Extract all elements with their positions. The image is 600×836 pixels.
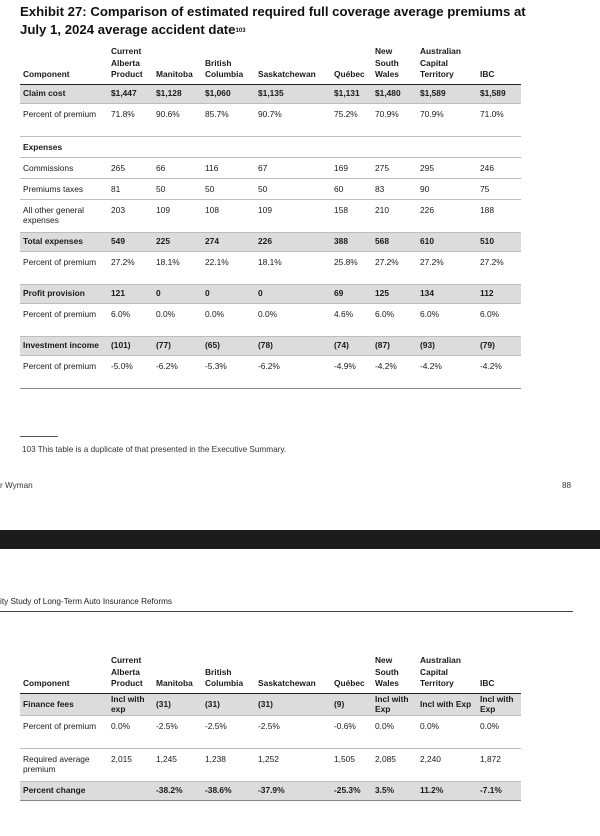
- table-cell: 50: [153, 178, 202, 199]
- table-cell: $1,131: [331, 84, 372, 103]
- table-cell: 75: [477, 178, 521, 199]
- column-header: [372, 46, 417, 84]
- row-label: Commissions: [20, 157, 108, 178]
- table-cell: 568: [372, 232, 417, 251]
- table-cell: 225: [153, 232, 202, 251]
- row-label: Total expenses: [20, 232, 108, 251]
- row-label: Percent change: [20, 781, 108, 800]
- table-cell: 246: [477, 157, 521, 178]
- page-number: 88: [562, 481, 572, 490]
- table-cell: 18.1%: [255, 251, 331, 284]
- row-label: Finance fees: [20, 693, 108, 715]
- column-header: [202, 655, 255, 693]
- table-cell: 0.0%: [153, 303, 202, 336]
- row-label: Percent of premium: [20, 251, 108, 284]
- table-row: [20, 251, 521, 284]
- title-line-2: July 1, 2024 average accident date: [20, 22, 236, 37]
- table-cell: -2.5%: [255, 715, 331, 748]
- column-header-line: Manitoba: [156, 69, 193, 79]
- exhibit-title: [20, 3, 580, 39]
- column-header: [153, 655, 202, 693]
- table-cell: (31): [153, 693, 202, 715]
- table-cell: 0: [202, 284, 255, 303]
- table-row: [20, 355, 521, 388]
- table-cell: [202, 136, 255, 157]
- table-cell: (78): [255, 336, 331, 355]
- table-cell: $1,589: [477, 84, 521, 103]
- table-cell: 1,505: [331, 748, 372, 781]
- column-header-line: Product: [111, 69, 143, 79]
- table-cell: (93): [417, 336, 477, 355]
- table-row: [20, 232, 521, 251]
- table-cell: 121: [108, 284, 153, 303]
- row-label: Percent of premium: [20, 355, 108, 388]
- table-cell: $1,135: [255, 84, 331, 103]
- table-row: [20, 336, 521, 355]
- table-row: [20, 178, 521, 199]
- table-cell: Incl with Exp: [372, 693, 417, 715]
- column-header: [477, 46, 521, 84]
- table-cell: 0: [153, 284, 202, 303]
- page-separator: [0, 530, 600, 549]
- row-label: Profit provision: [20, 284, 108, 303]
- table-cell: 3.5%: [372, 781, 417, 800]
- premium-comparison-table-continued: [20, 655, 521, 801]
- table-cell: 125: [372, 284, 417, 303]
- table-cell: 27.2%: [417, 251, 477, 284]
- title-footnote-marker: 103: [235, 28, 246, 34]
- row-label: Premiums taxes: [20, 178, 108, 199]
- column-header-line: New: [375, 46, 393, 56]
- table-cell: [255, 136, 331, 157]
- column-header-line: Columbia: [205, 678, 244, 688]
- table-row: [20, 303, 521, 336]
- table-cell: 116: [202, 157, 255, 178]
- table-cell: 2,015: [108, 748, 153, 781]
- table-cell: 112: [477, 284, 521, 303]
- table-cell: 203: [108, 199, 153, 232]
- row-label: Claim cost: [20, 84, 108, 103]
- column-header: [108, 46, 153, 84]
- table-cell: 0.0%: [417, 715, 477, 748]
- table-cell: 70.9%: [417, 103, 477, 136]
- table-cell: 25.8%: [331, 251, 372, 284]
- column-header-line: Component: [23, 678, 70, 688]
- column-header-line: IBC: [480, 678, 495, 688]
- table-cell: 4.6%: [331, 303, 372, 336]
- table-cell: [417, 136, 477, 157]
- footnote-divider: [20, 436, 58, 437]
- table-cell: 0.0%: [477, 715, 521, 748]
- table-cell: 6.0%: [108, 303, 153, 336]
- table-cell: -7.1%: [477, 781, 521, 800]
- table-cell: 90.7%: [255, 103, 331, 136]
- table-cell: 6.0%: [372, 303, 417, 336]
- table-row: [20, 84, 521, 103]
- table-cell: 81: [108, 178, 153, 199]
- column-header-line: Current: [111, 46, 142, 56]
- table-cell: 1,245: [153, 748, 202, 781]
- column-header-line: Product: [111, 678, 143, 688]
- row-label: Investment income: [20, 336, 108, 355]
- column-header: [477, 655, 521, 693]
- table-cell: (65): [202, 336, 255, 355]
- column-header: [108, 655, 153, 693]
- table-cell: 188: [477, 199, 521, 232]
- table-cell: 70.9%: [372, 103, 417, 136]
- column-header: [20, 46, 108, 84]
- table-cell: [331, 136, 372, 157]
- column-header-line: Saskatchewan: [258, 678, 316, 688]
- table-cell: -4.2%: [372, 355, 417, 388]
- column-header: [331, 655, 372, 693]
- table-cell: -4.9%: [331, 355, 372, 388]
- table-cell: (74): [331, 336, 372, 355]
- table-cell: -38.6%: [202, 781, 255, 800]
- table-cell: -5.3%: [202, 355, 255, 388]
- table-row: [20, 199, 521, 232]
- table-cell: [108, 781, 153, 800]
- column-header-line: Saskatchewan: [258, 69, 316, 79]
- column-header: [202, 46, 255, 84]
- column-header-line: Capital: [420, 666, 448, 677]
- column-header-line: Québec: [334, 69, 365, 79]
- column-header-line: New: [375, 655, 393, 665]
- column-header-line: IBC: [480, 69, 495, 79]
- table-cell: -6.2%: [255, 355, 331, 388]
- table-cell: 610: [417, 232, 477, 251]
- table-cell: (9): [331, 693, 372, 715]
- row-label: Expenses: [20, 136, 108, 157]
- table-cell: -0.6%: [331, 715, 372, 748]
- table-cell: (87): [372, 336, 417, 355]
- table-cell: 85.7%: [202, 103, 255, 136]
- column-header-line: Columbia: [205, 69, 244, 79]
- table-cell: 108: [202, 199, 255, 232]
- table-cell: [372, 136, 417, 157]
- table-row: [20, 715, 521, 748]
- column-header-line: Territory: [420, 69, 454, 79]
- table-cell: 210: [372, 199, 417, 232]
- table-cell: -4.2%: [417, 355, 477, 388]
- table-cell: $1,128: [153, 84, 202, 103]
- column-header-line: British: [205, 57, 232, 68]
- table-cell: 71.0%: [477, 103, 521, 136]
- row-label: Percent of premium: [20, 715, 108, 748]
- table-cell: 226: [255, 232, 331, 251]
- table-cell: 18.1%: [153, 251, 202, 284]
- table-cell: (77): [153, 336, 202, 355]
- table-cell: 510: [477, 232, 521, 251]
- table-cell: 109: [255, 199, 331, 232]
- running-header: ity Study of Long-Term Auto Insurance Reforms: [0, 597, 173, 606]
- table-cell: 549: [108, 232, 153, 251]
- table-cell: 274: [202, 232, 255, 251]
- table-cell: $1,589: [417, 84, 477, 103]
- column-header-line: Wales: [375, 69, 399, 79]
- table-cell: Incl with exp: [108, 693, 153, 715]
- table-cell: (101): [108, 336, 153, 355]
- table-cell: 50: [202, 178, 255, 199]
- table-row: [20, 693, 521, 715]
- table-row: [20, 284, 521, 303]
- table-cell: 0.0%: [202, 303, 255, 336]
- table-header-row: [20, 46, 521, 84]
- column-header-line: Australian: [420, 46, 461, 56]
- table-cell: [477, 136, 521, 157]
- column-header-line: South: [375, 57, 399, 68]
- table-cell: [108, 136, 153, 157]
- column-header-line: Australian: [420, 655, 461, 665]
- table-cell: -5.0%: [108, 355, 153, 388]
- table-cell: -37.9%: [255, 781, 331, 800]
- table-cell: 0: [255, 284, 331, 303]
- column-header-line: South: [375, 666, 399, 677]
- table-row: [20, 157, 521, 178]
- column-header-line: Wales: [375, 678, 399, 688]
- table-cell: 2,240: [417, 748, 477, 781]
- premium-comparison-table: [20, 46, 521, 389]
- table-cell: $1,060: [202, 84, 255, 103]
- column-header: [417, 655, 477, 693]
- column-header-line: Québec: [334, 678, 365, 688]
- table-cell: 27.2%: [372, 251, 417, 284]
- table-cell: Incl with Exp: [477, 693, 521, 715]
- table-cell: 1,872: [477, 748, 521, 781]
- table-cell: 2,085: [372, 748, 417, 781]
- table-cell: 6.0%: [417, 303, 477, 336]
- footnote-103: 103 This table is a duplicate of that presented in the Executive Summary.: [22, 445, 287, 454]
- table-cell: 134: [417, 284, 477, 303]
- table-cell: 90: [417, 178, 477, 199]
- table-cell: 71.8%: [108, 103, 153, 136]
- table-cell: 83: [372, 178, 417, 199]
- table-cell: -2.5%: [202, 715, 255, 748]
- table-cell: 169: [331, 157, 372, 178]
- column-header: [20, 655, 108, 693]
- column-header-line: Capital: [420, 57, 448, 68]
- table-row: [20, 136, 521, 157]
- table-cell: (79): [477, 336, 521, 355]
- header-divider: [0, 611, 573, 612]
- table-cell: (31): [255, 693, 331, 715]
- column-header: [417, 46, 477, 84]
- table-cell: 22.1%: [202, 251, 255, 284]
- table-cell: 158: [331, 199, 372, 232]
- column-header-line: Alberta: [111, 57, 140, 68]
- row-label: Required average premium: [20, 748, 108, 781]
- table-cell: 90.6%: [153, 103, 202, 136]
- column-header-line: Current: [111, 655, 142, 665]
- row-label: Percent of premium: [20, 303, 108, 336]
- table-cell: -6.2%: [153, 355, 202, 388]
- table-cell: 60: [331, 178, 372, 199]
- table-header-row: [20, 655, 521, 693]
- title-line-1: Exhibit 27: Comparison of estimated required full coverage average premiums at: [20, 4, 526, 19]
- footer-company: r Wyman: [0, 481, 33, 490]
- column-header: [255, 46, 331, 84]
- table-cell: Incl with Exp: [417, 693, 477, 715]
- table-cell: 1,252: [255, 748, 331, 781]
- table-row: [20, 781, 521, 800]
- table-cell: -25.3%: [331, 781, 372, 800]
- table-row: [20, 748, 521, 781]
- column-header: [372, 655, 417, 693]
- table-cell: 27.2%: [108, 251, 153, 284]
- table-cell: $1,480: [372, 84, 417, 103]
- table-cell: 50: [255, 178, 331, 199]
- column-header-line: British: [205, 666, 232, 677]
- table-cell: 1,238: [202, 748, 255, 781]
- table-cell: 265: [108, 157, 153, 178]
- table-cell: -2.5%: [153, 715, 202, 748]
- table-cell: 66: [153, 157, 202, 178]
- table-cell: 295: [417, 157, 477, 178]
- table-cell: 11.2%: [417, 781, 477, 800]
- table-cell: 0.0%: [372, 715, 417, 748]
- table-cell: 75.2%: [331, 103, 372, 136]
- column-header: [153, 46, 202, 84]
- column-header-line: Component: [23, 69, 70, 79]
- table-cell: 0.0%: [108, 715, 153, 748]
- table-cell: (31): [202, 693, 255, 715]
- column-header: [255, 655, 331, 693]
- column-header-line: Alberta: [111, 666, 140, 677]
- table-cell: 226: [417, 199, 477, 232]
- column-header: [331, 46, 372, 84]
- row-label: Percent of premium: [20, 103, 108, 136]
- table-cell: -38.2%: [153, 781, 202, 800]
- table-cell: -4.2%: [477, 355, 521, 388]
- table-cell: [153, 136, 202, 157]
- table-cell: 109: [153, 199, 202, 232]
- table-cell: 69: [331, 284, 372, 303]
- column-header-line: Manitoba: [156, 678, 193, 688]
- table-cell: 0.0%: [255, 303, 331, 336]
- table-row: [20, 103, 521, 136]
- column-header-line: Territory: [420, 678, 454, 688]
- table-cell: 388: [331, 232, 372, 251]
- table-cell: 275: [372, 157, 417, 178]
- table-cell: 6.0%: [477, 303, 521, 336]
- table-cell: 27.2%: [477, 251, 521, 284]
- table-cell: 67: [255, 157, 331, 178]
- table-cell: $1,447: [108, 84, 153, 103]
- row-label: All other general expenses: [20, 199, 108, 232]
